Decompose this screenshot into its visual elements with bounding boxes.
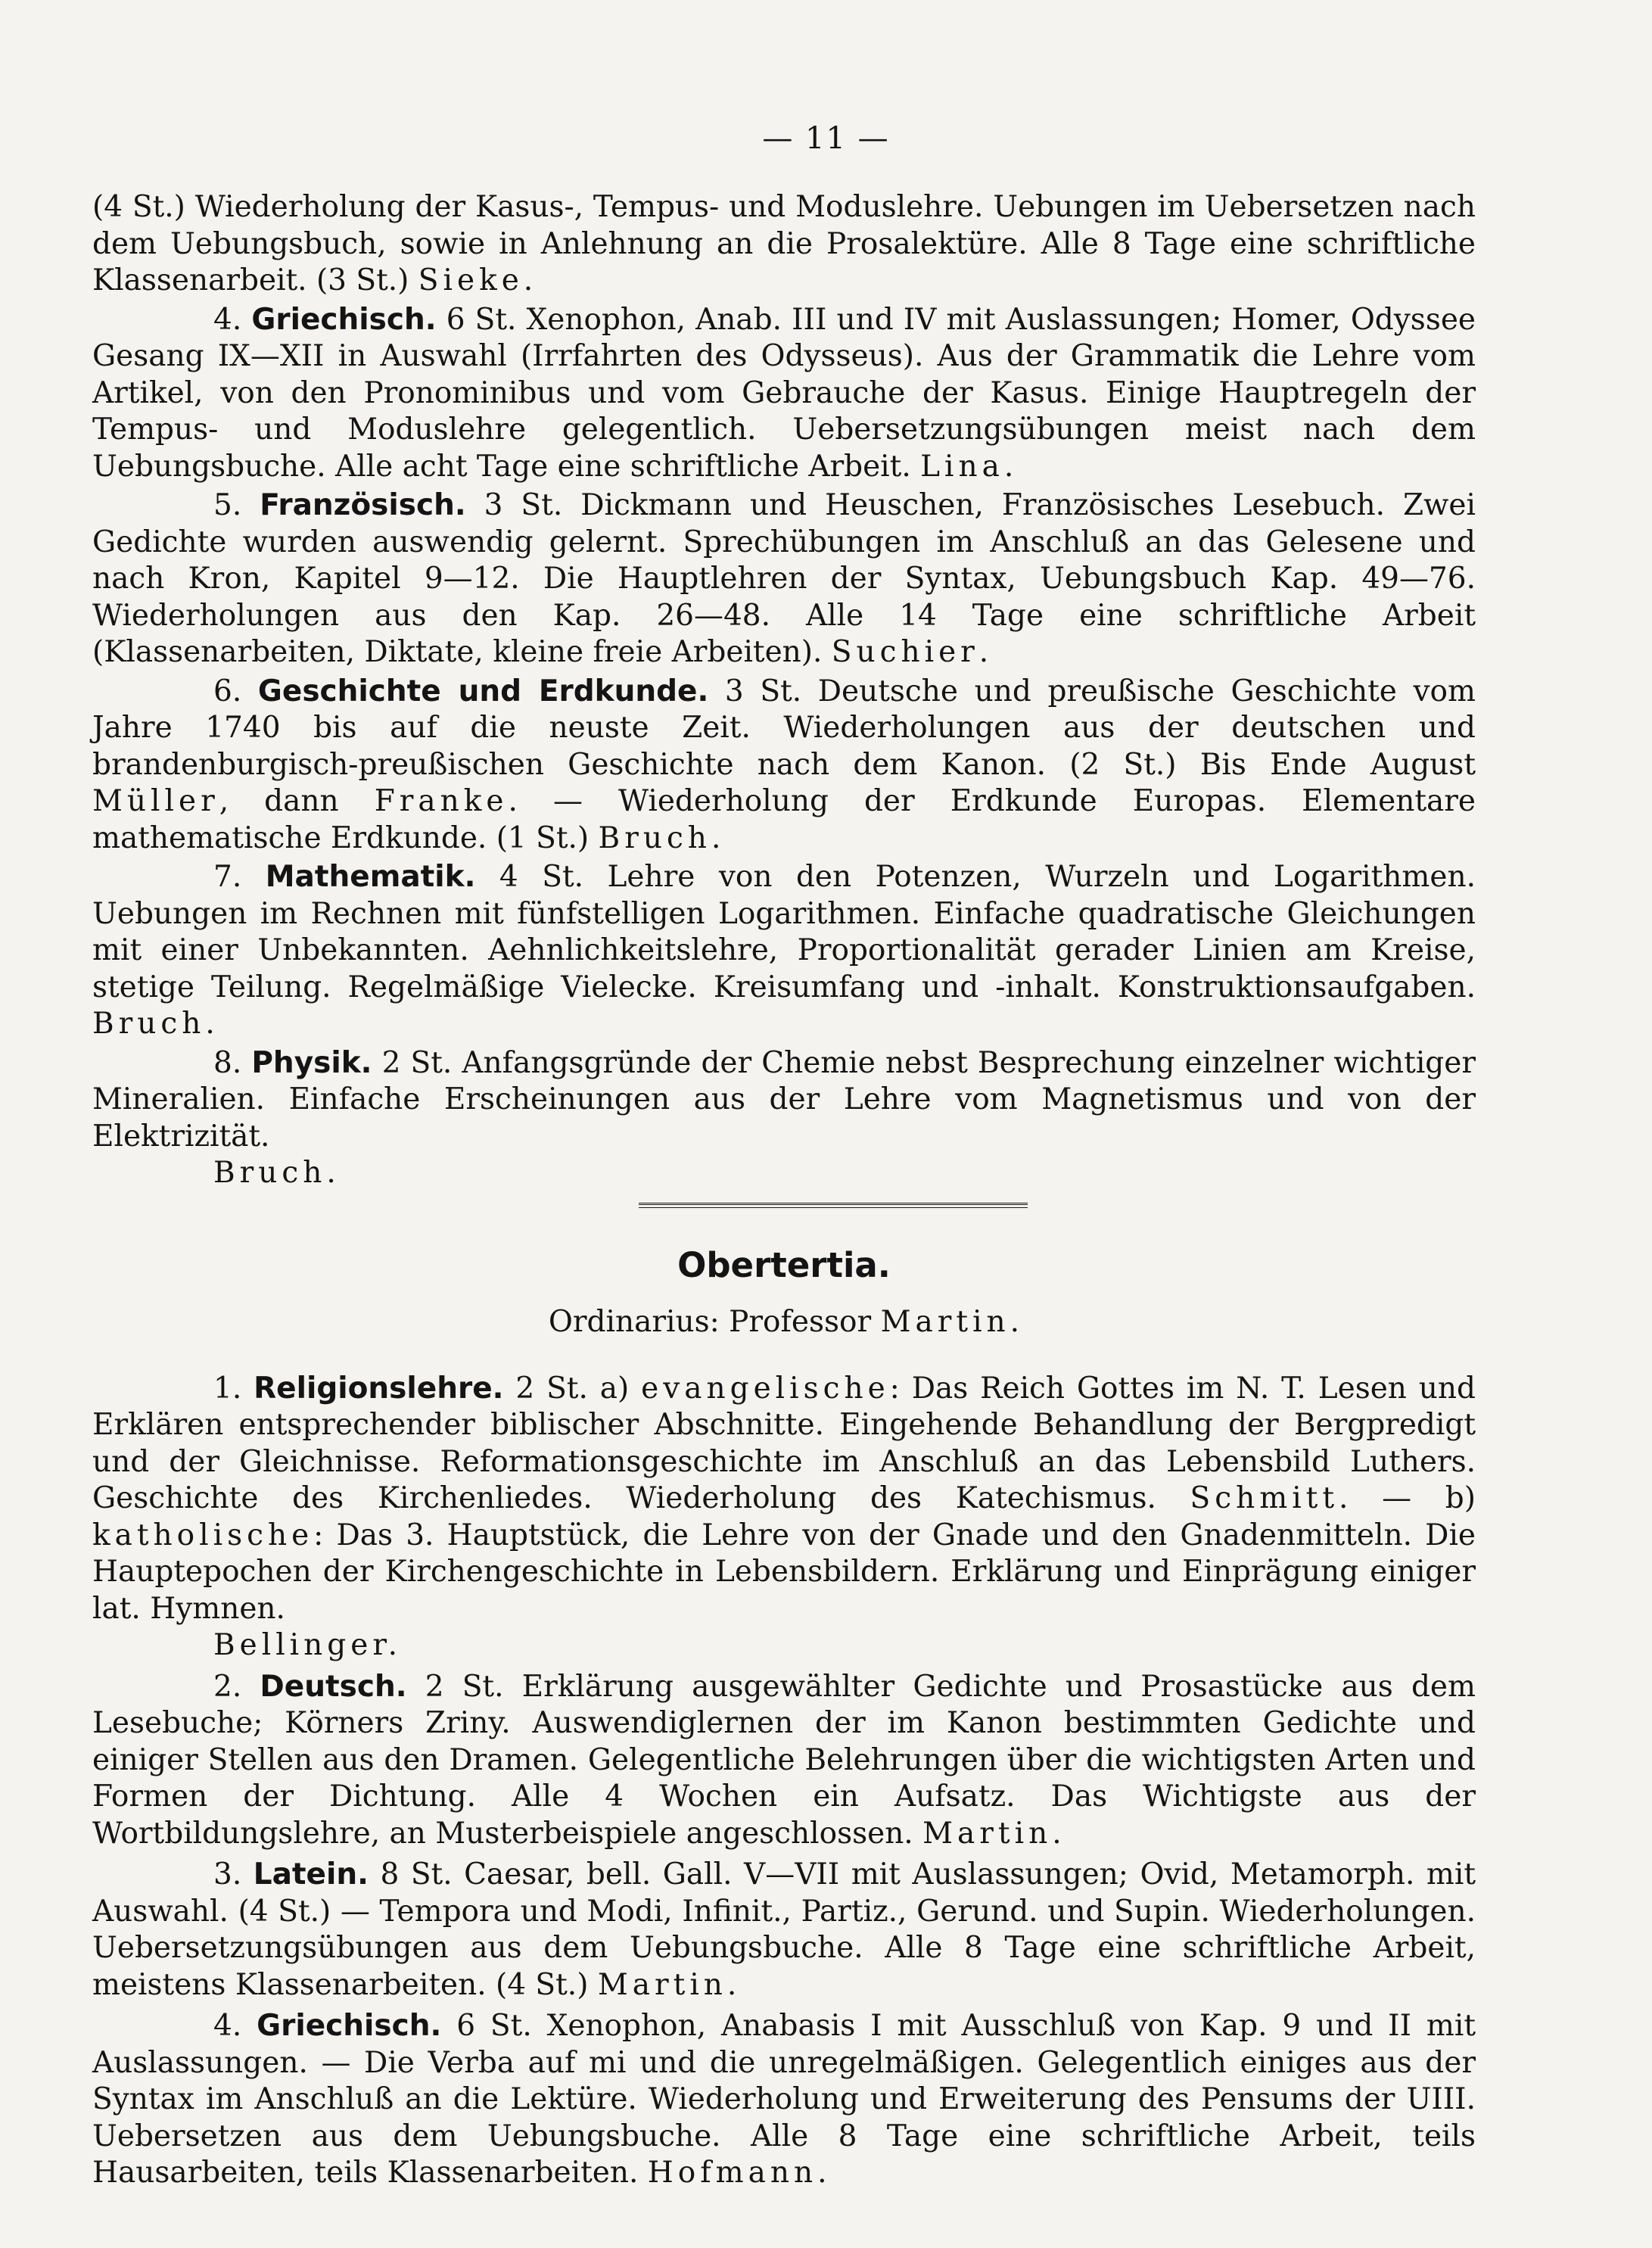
subject-text: 4 St. Lehre von den Potenzen, Wurzeln und Logarithmen. Uebungen im Rechnen mit fünfstelligen Logarithmen. Einfache quadratische Gleichungen mit einer Unbekannten. Aehnlichkeitslehre, Proportionalität gerader Linien am Kreise, stetige Teilung. Regelmäßige Vielecke. Kreisumfang und -inhalt. Konstruktionsaufgaben. [92, 860, 1476, 1004]
section-divider [92, 1192, 1476, 1239]
subject-paragraph-religionslehre [92, 1371, 1476, 1664]
punctuation: . [523, 263, 534, 297]
subject-number: 2. [213, 1669, 242, 1704]
subject-text: 2 St. a) [503, 1371, 642, 1406]
subject-paragraph-griechisch-uiii [92, 302, 1476, 486]
section-title: Obertertia. [677, 1244, 891, 1285]
teacher-name: Martin [922, 1816, 1053, 1851]
punctuation: . [1052, 1816, 1062, 1851]
subject-paragraph-deutsch [92, 1669, 1476, 1853]
subject-text: 2 St. Erklärung ausgewählter Gedichte und Prosastücke aus dem Lesebuche; Körners Zriny. Auswendiglernen der im Kanon bestimmten Gedichte und einiger Stellen aus den Dramen. Gelegentliche Belehrungen über die wichtigsten Arten und Formen der Dichtung. Alle 4 Wochen ein Aufsatz. Das Wichtigste aus der Wortbildungslehre, an Musterbeispiele angeschlossen. [92, 1669, 1476, 1851]
subject-heading: Mathematik. [265, 860, 476, 894]
subject-paragraph-mathematik [92, 859, 1476, 1043]
teacher-name: Schmitt [1190, 1481, 1339, 1515]
teacher-signature: Bellinger. [213, 1628, 403, 1662]
subject-number: 8. [213, 1045, 242, 1080]
subject-heading: Latein. [253, 1857, 369, 1891]
teacher-name: Bruch [598, 820, 711, 855]
teacher-signature: Bruch. [213, 1156, 341, 1190]
subject-text: . — Wiederholung der Erdkunde Europas. Elementare mathematische Erdkunde. (1 St.) [92, 784, 1476, 855]
subject-number: 7. [213, 860, 242, 894]
teacher-name: Franke [374, 784, 509, 818]
page-number: — 11 — [762, 121, 890, 156]
subject-number: 6. [213, 674, 242, 708]
teacher-name: Sieke [418, 263, 524, 297]
subject-heading: Französisch. [260, 488, 466, 522]
teacher-name: Martin [880, 1304, 1010, 1339]
subject-number: 4. [213, 2009, 242, 2043]
punctuation: . [978, 635, 989, 669]
subject-paragraph-physik [92, 1045, 1476, 1192]
intro-paragraph [92, 189, 1476, 300]
subject-text: , dann [219, 784, 375, 818]
punctuation: . [817, 2156, 827, 2190]
punctuation: . [1010, 1304, 1020, 1339]
subject-heading: Religionslehre. [254, 1371, 504, 1406]
subject-paragraph-griechisch-oiii [92, 2008, 1476, 2192]
punctuation: . [711, 820, 721, 855]
subject-paragraph-latein [92, 1857, 1476, 2004]
subject-text: 3 St. Dickmann und Heuschen, Französisches Lesebuch. Zwei Gedichte wurden auswendig gelernt. Sprechübungen im Anschluß an das Gelesene und nach Kron, Kapitel 9—12. Die Hauptlehren der Syntax, Uebungsbuch Kap. 49—76. Wiederholungen aus den Kap. 26—48. Alle 14 Tage eine schriftliche Arbeit (Klassenarbeiten, Diktate, kleine freie Arbeiten). [92, 488, 1476, 669]
subject-heading: Griechisch. [257, 2009, 442, 2043]
subject-number: 5. [213, 488, 242, 522]
subject-paragraph-franzoesisch [92, 487, 1476, 671]
subject-heading: Geschichte und Erdkunde. [257, 674, 709, 708]
subject-heading: Physik. [251, 1045, 372, 1080]
subject-text: 2 St. Anfangsgründe der Chemie nebst Besprechung einzelner wichtiger Mineralien. Einfache Erscheinungen aus der Lehre vom Magnetismus und von der Elektrizität. [92, 1045, 1476, 1154]
subject-heading: Deutsch. [260, 1669, 407, 1704]
subject-text: . — b) [1339, 1481, 1476, 1515]
ordinarius-line [92, 1304, 1476, 1340]
text-column [92, 189, 1476, 2192]
subject-text: 6 St. Xenophon, Anabasis I mit Ausschluß von Kap. 9 und II mit Auslassungen. — Die Verba auf mi und die unregelmäßigen. Gelegentlich einiges aus der Syntax im Anschluß an die Lektüre. Wiederholung und Erweiterung des Pensums der UIII. Uebersetzen aus dem Uebungsbuche. Alle 8 Tage eine schriftliche Arbeit, teils Hausarbeiten, teils Klassenarbeiten. [92, 2009, 1476, 2190]
subject-number: 3. [213, 1857, 242, 1891]
intro-text: (4 St.) Wiederholung der Kasus-, Tempus- und Moduslehre. Uebungen im Uebersetzen nach dem Uebungsbuch, sowie in Anlehnung an die Prosalektüre. Alle 8 Tage eine schriftliche Klassenarbeit. (3 St.) [92, 190, 1476, 297]
punctuation: . [1003, 449, 1014, 484]
subject-text: 8 St. Caesar, bell. Gall. V—VII mit Auslassungen; Ovid, Metamorph. mit Auswahl. (4 St.) — Tempora und Modi, Infinit., Partiz., Gerund. und Supin. Wiederholungen. Uebersetzungsübungen aus dem Uebungsbuche. Alle 8 Tage eine schriftliche Arbeit, meistens Klassenarbeiten. (4 St.) [92, 1857, 1476, 2002]
teacher-name: Suchier [831, 635, 979, 669]
teacher-name: Hofmann [647, 2156, 818, 2190]
subject-text: : Das Reich Gottes im N. T. Lesen und Erklären entsprechender biblischer Abschnitte. Eingehende Behandlung der Bergpredigt und der Gleichnisse. Reformationsgeschichte im Anschluß an das Lebensbild Luthers. Geschichte des Kirchenliedes. Wiederholung des Katechismus. [92, 1371, 1476, 1515]
punctuation: . [205, 1007, 215, 1041]
teacher-name: Lina [920, 449, 1004, 484]
subject-text: 3 St. Deutsche und preußische Geschichte vom Jahre 1740 bis auf die neuste Zeit. Wiederholungen aus der deutschen und brandenburgisch-preußischen Geschichte nach dem Kanon. (2 St.) Bis Ende August [92, 674, 1476, 782]
subject-text: 6 St. Xenophon, Anab. III und IV mit Auslassungen; Homer, Odyssee Gesang IX—XII in Auswahl (Irrfahrten des Odysseus). Aus der Grammatik die Lehre vom Artikel, von den Pronominibus und vom Gebrauche der Kasus. Einige Hauptregeln der Tempus- und Moduslehre gelegentlich. Uebersetzungsübungen meist nach dem Uebungsbuche. Alle acht Tage eine schriftliche Arbeit. [92, 302, 1476, 484]
punctuation: . [726, 1967, 737, 2002]
subject-paragraph-geschichte [92, 674, 1476, 858]
denomination-label: katholische [92, 1518, 314, 1552]
teacher-name: Müller [92, 784, 219, 818]
teacher-name: Bruch [92, 1007, 206, 1041]
ordinarius-label: Ordinarius: Professor [548, 1304, 881, 1339]
subject-number: 4. [213, 302, 242, 337]
denomination-label: evangelische [641, 1371, 890, 1406]
subject-text: : Das 3. Hauptstück, die Lehre von der Gnade und den Gnadenmitteln. Die Hauptepochen der Kirchengeschichte in Lebensbildern. Erklärung und Einprägung einiger lat. Hymnen. [92, 1518, 1476, 1626]
double-rule [639, 1203, 1028, 1208]
teacher-name: Martin [597, 1967, 727, 2002]
subject-number: 1. [213, 1371, 242, 1406]
subject-heading: Griechisch. [251, 302, 437, 337]
